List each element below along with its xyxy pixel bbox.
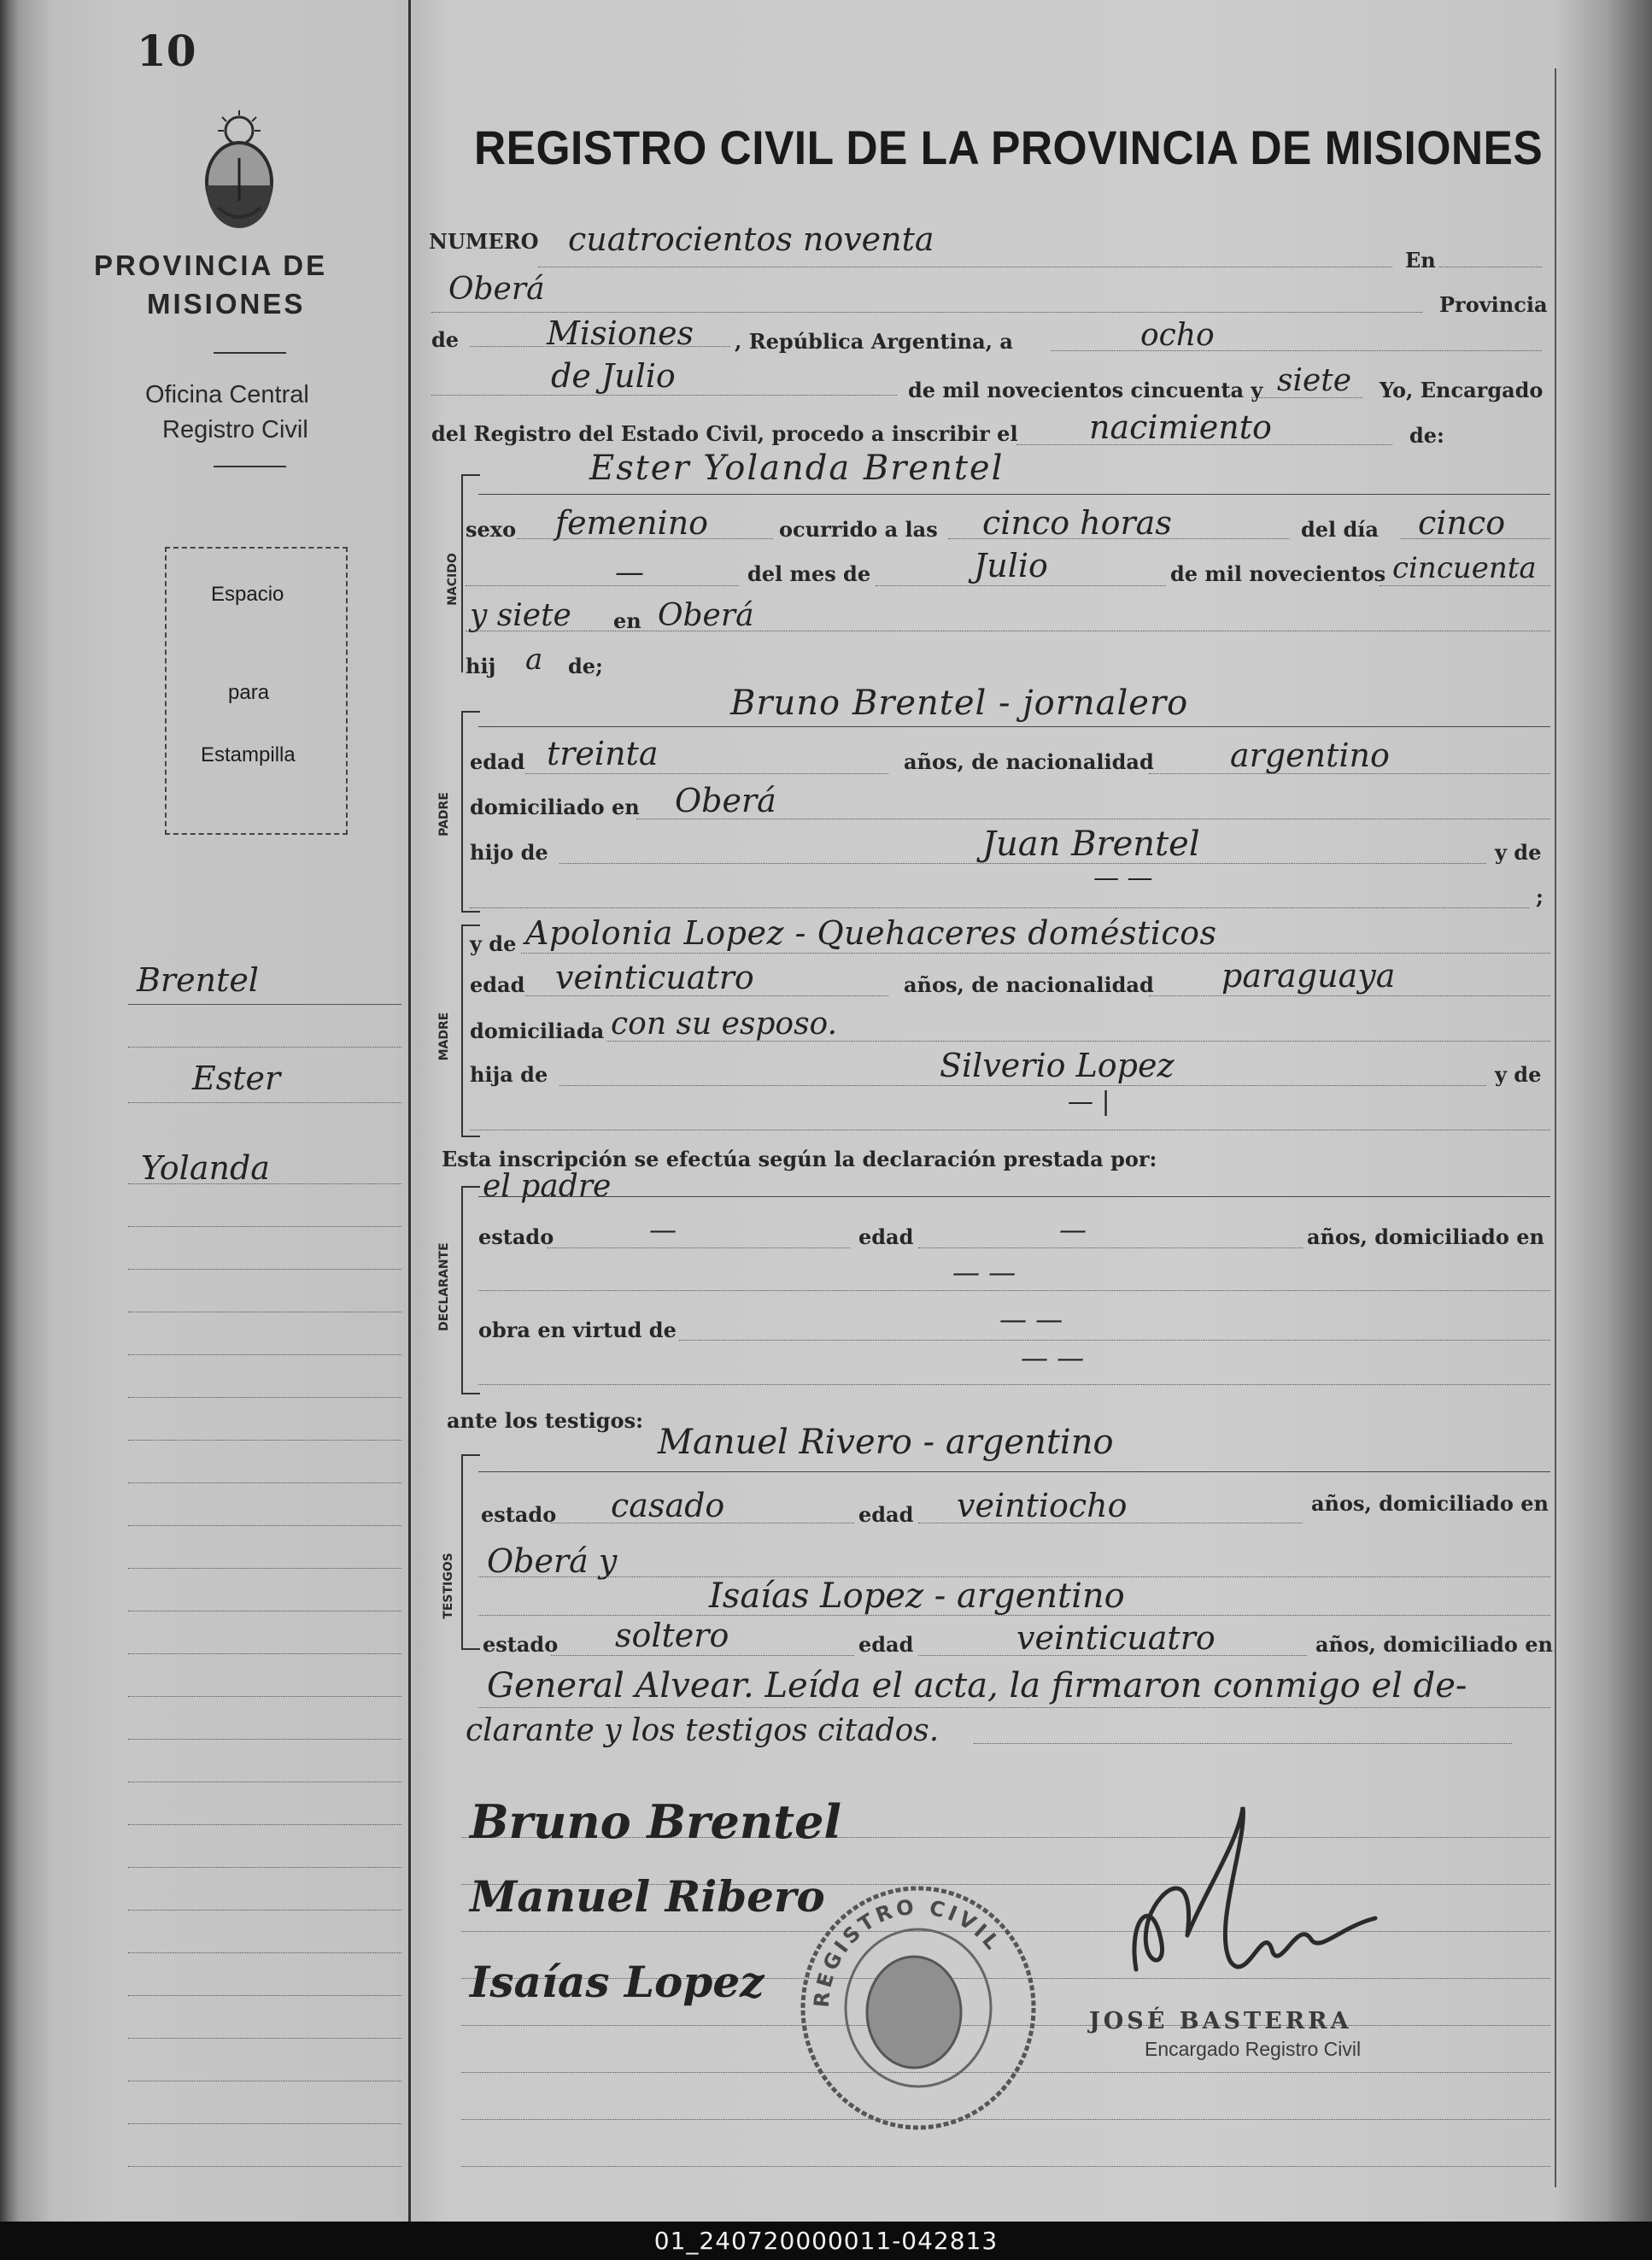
label-yo-encargado: Yo, Encargado <box>1380 378 1544 402</box>
field-hij-suffix: a <box>525 643 543 677</box>
field-t1-edad: veintiocho <box>957 1487 1128 1524</box>
label-mil-cincuenta: de mil novecientos cincuenta y <box>908 378 1263 402</box>
coat-of-arms-icon <box>192 107 286 231</box>
field-acto: nacimiento <box>1089 408 1272 446</box>
label-anos-nacionalidad-madre: años, de nacionalidad <box>904 972 1154 997</box>
field-decl-edad: — <box>1059 1213 1087 1246</box>
field-t2-dom: General Alvear. Leída el acta, la firmaron conmigo el de- <box>487 1666 1467 1705</box>
field-dia-nac: cinco <box>1418 504 1506 542</box>
seal-text: REGISTRO CIVIL <box>809 1894 1006 2009</box>
field-padre-padre: Juan Brentel <box>982 825 1200 864</box>
label-anos-nacionalidad: años, de nacionalidad <box>904 749 1154 774</box>
field-padre-nac: argentino <box>1230 737 1390 774</box>
label-del-mes: del mes de <box>747 561 871 586</box>
field-decl-dom: — — <box>952 1256 1016 1288</box>
label-hijo-de: hijo de <box>470 840 548 865</box>
field-madre-nac: paraguaya <box>1221 957 1396 995</box>
document-id: 01_240720000011-042813 <box>653 2227 999 2255</box>
margin-note-firstname: Ester <box>192 1060 281 1097</box>
field-t1-estado: casado <box>611 1487 725 1524</box>
field-madre-edad: veinticuatro <box>555 959 754 996</box>
label-republica: , República Argentina, a <box>735 329 1013 354</box>
field-t2-edad: veinticuatro <box>1016 1619 1216 1657</box>
section-nacido-bracket <box>461 474 480 672</box>
label-obra-virtud: obra en virtud de <box>478 1318 677 1342</box>
office-name-line2: Registro Civil <box>162 416 308 443</box>
field-anio-nac-1: cincuenta <box>1392 551 1537 585</box>
stamp-box-line3: Estampilla <box>201 743 296 766</box>
official-name: JOSÉ BASTERRA <box>1089 2008 1352 2034</box>
label-provincia: Provincia <box>1439 292 1548 317</box>
side-label-nacido: NACIDO <box>446 553 460 606</box>
official-signature <box>1102 1790 1409 2004</box>
divider <box>214 352 286 354</box>
field-decl-obra-2: — — <box>1021 1341 1085 1374</box>
field-padre-edad: treinta <box>547 735 659 772</box>
label-domiciliado-en: domiciliado en <box>470 795 640 819</box>
side-label-padre: PADRE <box>437 792 451 836</box>
page-right-border <box>1555 68 1556 2187</box>
field-numero: cuatrocientos noventa <box>568 220 934 258</box>
field-testigo1: Manuel Rivero - argentino <box>658 1423 1114 1462</box>
label-declaracion: Esta inscripción se efectúa según la declaración prestada por: <box>442 1147 1157 1171</box>
page-title: REGISTRO CIVIL DE LA PROVINCIA DE MISIONES <box>474 120 1544 174</box>
field-padre-dom: Oberá <box>675 782 776 819</box>
field-anio-nac-2: y siete <box>470 598 571 633</box>
field-mes: de Julio <box>551 357 676 395</box>
divider <box>214 466 286 467</box>
label-estado: estado <box>478 1224 554 1249</box>
label-hija-de: hija de <box>470 1062 548 1087</box>
side-label-declarante: DECLARANTE <box>437 1242 451 1331</box>
label-edad: edad <box>470 749 525 774</box>
margin-divider <box>408 0 411 2222</box>
label-en: en <box>613 608 641 633</box>
page-number: 10 <box>137 26 196 76</box>
province-name-line1: PROVINCIA DE <box>94 249 328 281</box>
field-t2-estado: soltero <box>615 1617 729 1654</box>
label-numero: NUMERO <box>429 229 539 254</box>
label-de: de <box>431 327 460 352</box>
label-estado-t2: estado <box>483 1632 559 1657</box>
field-provincia: Misiones <box>547 314 694 352</box>
field-madre-madre: — | <box>1068 1087 1110 1117</box>
field-declarante: el padre <box>483 1169 612 1204</box>
official-seal <box>794 1880 1042 2136</box>
label-y-de: y de <box>1495 840 1542 865</box>
label-en: En <box>1405 248 1436 273</box>
label-anos-domiciliado-t2: años, domiciliado en <box>1315 1632 1553 1657</box>
field-nombre: Ester Yolanda Brentel <box>589 449 1005 488</box>
field-dia-blank: — <box>615 555 644 590</box>
label-de-colon: de: <box>1409 423 1444 448</box>
stamp-box <box>165 547 348 835</box>
side-label-testigos: TESTIGOS <box>442 1553 455 1619</box>
field-madre-padre: Silverio Lopez <box>940 1047 1175 1084</box>
label-edad-decl: edad <box>858 1224 914 1249</box>
label-y-de-hija: y de <box>1495 1062 1542 1087</box>
field-madre-nombre: Apolonia Lopez - Quehaceres domésticos <box>525 914 1217 952</box>
label-hij: hij <box>466 654 496 678</box>
side-label-madre: MADRE <box>437 1012 451 1061</box>
label-ocurrido: ocurrido a las <box>779 517 938 542</box>
field-decl-estado: — <box>649 1213 677 1246</box>
stamp-box-line2: para <box>228 681 270 704</box>
official-title: Encargado Registro Civil <box>1145 2038 1362 2060</box>
label-mil-novecientos: de mil novecientos <box>1170 561 1386 586</box>
field-lugar: Oberá <box>448 272 545 307</box>
label-edad-madre: edad <box>470 972 525 997</box>
field-padre-nombre: Bruno Brentel - jornalero <box>730 684 1189 723</box>
field-lugar-nac: Oberá <box>658 598 754 633</box>
label-ante-testigos: ante los testigos: <box>447 1408 643 1433</box>
province-name-line2: MISIONES <box>147 288 306 320</box>
label-de-semicolon: de; <box>568 654 603 678</box>
field-madre-dom: con su esposo. <box>611 1007 838 1042</box>
field-cierre: clarante y los testigos citados. <box>466 1713 940 1748</box>
label-sexo: sexo <box>466 517 517 542</box>
label-registro: del Registro del Estado Civil, procedo a inscribir el <box>431 421 1018 446</box>
signature-testigo2: Isaías Lopez <box>470 1957 764 2007</box>
signature-declarante: Bruno Brentel <box>470 1794 841 1849</box>
label-anos-domiciliado: años, domiciliado en <box>1307 1224 1544 1249</box>
field-mes-nac: Julio <box>974 547 1048 584</box>
field-testigo2: Isaías Lopez - argentino <box>709 1576 1125 1616</box>
margin-note-surname: Brentel <box>137 961 259 999</box>
label-edad-t2: edad <box>858 1632 914 1657</box>
label-del-dia: del día <box>1301 517 1379 542</box>
field-anio: siete <box>1277 363 1352 398</box>
section-testigos-bracket <box>461 1454 480 1650</box>
field-hora: cinco horas <box>982 504 1172 542</box>
footer-bar <box>0 2222 1652 2260</box>
field-decl-obra: — — <box>999 1303 1063 1335</box>
label-domiciliada: domiciliada <box>470 1018 605 1043</box>
label-anos-domiciliado-t1: años, domiciliado en <box>1311 1491 1549 1516</box>
signature-testigo1: Manuel Ribero <box>470 1871 825 1922</box>
office-name-line1: Oficina Central <box>145 381 309 408</box>
field-sexo: femenino <box>555 504 709 542</box>
label-y-de-madre: y de <box>470 931 517 956</box>
section-declarante-bracket <box>461 1186 480 1394</box>
field-t1-dom: Oberá y <box>487 1542 618 1580</box>
label-estado-t1: estado <box>481 1502 557 1527</box>
label-edad-t1: edad <box>858 1502 914 1527</box>
stamp-box-line1: Espacio <box>211 583 284 606</box>
field-padre-madre: — — <box>1093 863 1153 893</box>
label-semicolon: ; <box>1536 884 1544 909</box>
field-dia: ocho <box>1140 318 1215 353</box>
margin-note-middlename: Yolanda <box>141 1149 270 1187</box>
